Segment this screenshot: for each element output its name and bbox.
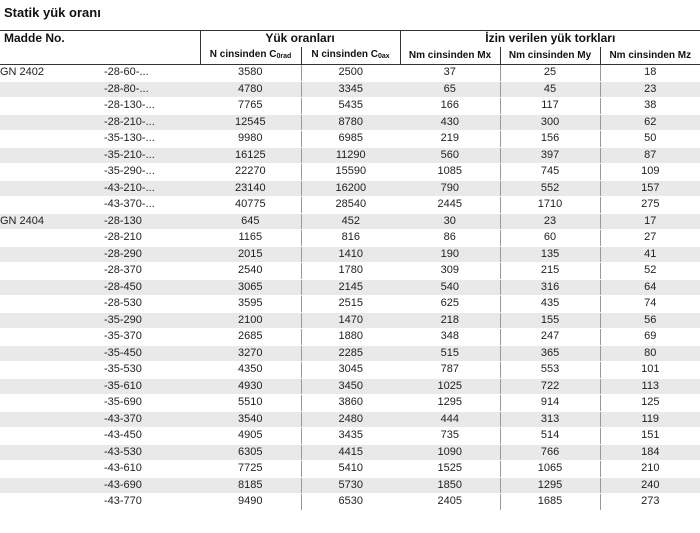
cell-my: 766 <box>500 444 600 461</box>
static-load-table <box>0 30 700 511</box>
cell-variant: -28-60-... <box>104 65 200 82</box>
cell-my: 1685 <box>500 494 600 511</box>
cell-my: 45 <box>500 81 600 98</box>
cell-mz: 101 <box>600 362 700 379</box>
cell-my: 745 <box>500 164 600 181</box>
cell-my: 300 <box>500 114 600 131</box>
cell-my: 1295 <box>500 477 600 494</box>
cell-mz: 119 <box>600 411 700 428</box>
cell-coax: 2145 <box>301 279 400 296</box>
table-row <box>0 114 700 131</box>
cell-mx: 1085 <box>400 164 500 181</box>
cell-coax: 6985 <box>301 131 400 148</box>
cell-corad: 4780 <box>200 81 301 98</box>
cell-my: 1710 <box>500 197 600 214</box>
cell-article <box>0 246 104 263</box>
cell-article <box>0 329 104 346</box>
cell-mx: 65 <box>400 81 500 98</box>
cell-article <box>0 362 104 379</box>
table-row <box>0 378 700 395</box>
cell-article <box>0 477 104 494</box>
cell-mx: 166 <box>400 98 500 115</box>
table-row <box>0 197 700 214</box>
table-row <box>0 131 700 148</box>
table-row <box>0 279 700 296</box>
cell-variant: -43-370 <box>104 411 200 428</box>
table-row <box>0 230 700 247</box>
cell-my: 135 <box>500 246 600 263</box>
header-group-load: Yük oranları <box>200 31 400 47</box>
cell-coax: 3345 <box>301 81 400 98</box>
cell-corad: 2685 <box>200 329 301 346</box>
cell-variant: -35-530 <box>104 362 200 379</box>
cell-article <box>0 428 104 445</box>
cell-article <box>0 395 104 412</box>
cell-mz: 62 <box>600 114 700 131</box>
cell-variant: -43-370-... <box>104 197 200 214</box>
cell-variant: -28-130-... <box>104 98 200 115</box>
cell-variant: -35-130-... <box>104 131 200 148</box>
cell-my: 247 <box>500 329 600 346</box>
header-coax-prefix: N cinsinden C <box>311 48 379 60</box>
header-madde: Madde No. <box>0 31 200 65</box>
header-corad <box>200 47 301 65</box>
cell-coax: 2515 <box>301 296 400 313</box>
cell-variant: -43-690 <box>104 477 200 494</box>
cell-mx: 1090 <box>400 444 500 461</box>
cell-mz: 157 <box>600 180 700 197</box>
cell-mz: 41 <box>600 246 700 263</box>
table-row <box>0 65 700 82</box>
cell-article <box>0 279 104 296</box>
cell-article <box>0 461 104 478</box>
cell-my: 514 <box>500 428 600 445</box>
table-row <box>0 329 700 346</box>
cell-mx: 1295 <box>400 395 500 412</box>
cell-corad: 8185 <box>200 477 301 494</box>
cell-corad: 2100 <box>200 312 301 329</box>
cell-variant: -28-370 <box>104 263 200 280</box>
header-corad-sub: 0rad <box>276 52 292 60</box>
cell-variant: -43-210-... <box>104 180 200 197</box>
cell-coax: 3450 <box>301 378 400 395</box>
cell-corad: 645 <box>200 213 301 230</box>
cell-article <box>0 230 104 247</box>
cell-mx: 37 <box>400 65 500 82</box>
cell-coax: 2285 <box>301 345 400 362</box>
cell-mx: 2405 <box>400 494 500 511</box>
cell-variant: -35-290 <box>104 312 200 329</box>
cell-corad: 40775 <box>200 197 301 214</box>
header-coax <box>301 47 400 65</box>
cell-variant: -35-690 <box>104 395 200 412</box>
cell-variant: -43-770 <box>104 494 200 511</box>
cell-coax: 28540 <box>301 197 400 214</box>
cell-mz: 64 <box>600 279 700 296</box>
cell-my: 23 <box>500 213 600 230</box>
cell-corad: 4930 <box>200 378 301 395</box>
cell-coax: 8780 <box>301 114 400 131</box>
cell-article <box>0 197 104 214</box>
cell-mz: 27 <box>600 230 700 247</box>
cell-corad: 3065 <box>200 279 301 296</box>
cell-mx: 190 <box>400 246 500 263</box>
cell-corad: 4905 <box>200 428 301 445</box>
cell-corad: 12545 <box>200 114 301 131</box>
cell-corad: 3580 <box>200 65 301 82</box>
cell-mz: 151 <box>600 428 700 445</box>
cell-mx: 735 <box>400 428 500 445</box>
cell-my: 435 <box>500 296 600 313</box>
cell-my: 553 <box>500 362 600 379</box>
table-body <box>0 65 700 511</box>
cell-mz: 210 <box>600 461 700 478</box>
header-my: Nm cinsinden My <box>500 47 600 65</box>
cell-mz: 18 <box>600 65 700 82</box>
cell-corad: 1165 <box>200 230 301 247</box>
cell-mx: 219 <box>400 131 500 148</box>
cell-article <box>0 296 104 313</box>
cell-coax: 452 <box>301 213 400 230</box>
cell-variant: -35-290-... <box>104 164 200 181</box>
cell-coax: 1780 <box>301 263 400 280</box>
cell-mz: 109 <box>600 164 700 181</box>
header-group-torque: İzin verilen yük torkları <box>400 31 700 47</box>
header-mz: Nm cinsinden Mz <box>600 47 700 65</box>
cell-article <box>0 98 104 115</box>
cell-my: 552 <box>500 180 600 197</box>
cell-variant: -35-210-... <box>104 147 200 164</box>
cell-mx: 1025 <box>400 378 500 395</box>
cell-article <box>0 444 104 461</box>
cell-variant: -28-450 <box>104 279 200 296</box>
cell-variant: -28-210 <box>104 230 200 247</box>
table-row <box>0 444 700 461</box>
cell-mx: 348 <box>400 329 500 346</box>
cell-corad: 7765 <box>200 98 301 115</box>
cell-mz: 184 <box>600 444 700 461</box>
table-row <box>0 395 700 412</box>
cell-corad: 3540 <box>200 411 301 428</box>
page-title: Statik yük oranı <box>4 5 101 20</box>
cell-article: GN 2402 <box>0 65 104 82</box>
cell-mx: 430 <box>400 114 500 131</box>
cell-corad: 9980 <box>200 131 301 148</box>
table-row <box>0 428 700 445</box>
cell-corad: 7725 <box>200 461 301 478</box>
cell-mz: 240 <box>600 477 700 494</box>
cell-article <box>0 494 104 511</box>
cell-mx: 515 <box>400 345 500 362</box>
cell-mz: 50 <box>600 131 700 148</box>
cell-coax: 4415 <box>301 444 400 461</box>
cell-article <box>0 345 104 362</box>
cell-my: 155 <box>500 312 600 329</box>
cell-mz: 69 <box>600 329 700 346</box>
table-row <box>0 477 700 494</box>
cell-coax: 3860 <box>301 395 400 412</box>
cell-mz: 113 <box>600 378 700 395</box>
cell-corad: 3595 <box>200 296 301 313</box>
cell-my: 722 <box>500 378 600 395</box>
cell-variant: -35-610 <box>104 378 200 395</box>
cell-corad: 2540 <box>200 263 301 280</box>
cell-mx: 560 <box>400 147 500 164</box>
table-row <box>0 246 700 263</box>
cell-article <box>0 411 104 428</box>
table-row <box>0 461 700 478</box>
table-row <box>0 213 700 230</box>
cell-variant: -28-210-... <box>104 114 200 131</box>
cell-article: GN 2404 <box>0 213 104 230</box>
cell-mx: 625 <box>400 296 500 313</box>
cell-my: 397 <box>500 147 600 164</box>
cell-mx: 1850 <box>400 477 500 494</box>
cell-coax: 2480 <box>301 411 400 428</box>
cell-coax: 2500 <box>301 65 400 82</box>
cell-article <box>0 263 104 280</box>
header-mx: Nm cinsinden Mx <box>400 47 500 65</box>
table-row <box>0 98 700 115</box>
cell-coax: 16200 <box>301 180 400 197</box>
cell-coax: 816 <box>301 230 400 247</box>
cell-variant: -28-530 <box>104 296 200 313</box>
cell-article <box>0 312 104 329</box>
table-row <box>0 494 700 511</box>
cell-mz: 125 <box>600 395 700 412</box>
cell-mx: 540 <box>400 279 500 296</box>
cell-mz: 275 <box>600 197 700 214</box>
cell-coax: 1410 <box>301 246 400 263</box>
table-row <box>0 362 700 379</box>
cell-coax: 6530 <box>301 494 400 511</box>
table-row <box>0 411 700 428</box>
cell-coax: 5410 <box>301 461 400 478</box>
cell-my: 215 <box>500 263 600 280</box>
cell-coax: 15590 <box>301 164 400 181</box>
cell-mz: 17 <box>600 213 700 230</box>
cell-mz: 80 <box>600 345 700 362</box>
cell-article <box>0 147 104 164</box>
cell-coax: 1470 <box>301 312 400 329</box>
cell-mx: 86 <box>400 230 500 247</box>
cell-corad: 3270 <box>200 345 301 362</box>
table-row <box>0 81 700 98</box>
cell-article <box>0 131 104 148</box>
table-row <box>0 296 700 313</box>
cell-coax: 5435 <box>301 98 400 115</box>
cell-article <box>0 114 104 131</box>
cell-article <box>0 378 104 395</box>
cell-mx: 2445 <box>400 197 500 214</box>
cell-corad: 9490 <box>200 494 301 511</box>
cell-corad: 2015 <box>200 246 301 263</box>
cell-my: 914 <box>500 395 600 412</box>
cell-variant: -43-530 <box>104 444 200 461</box>
cell-my: 117 <box>500 98 600 115</box>
cell-variant: -35-450 <box>104 345 200 362</box>
cell-variant: -28-130 <box>104 213 200 230</box>
cell-variant: -43-450 <box>104 428 200 445</box>
header-corad-prefix: N cinsinden C <box>209 48 277 60</box>
cell-mz: 23 <box>600 81 700 98</box>
cell-my: 365 <box>500 345 600 362</box>
cell-mx: 218 <box>400 312 500 329</box>
cell-corad: 6305 <box>200 444 301 461</box>
cell-mx: 30 <box>400 213 500 230</box>
cell-mz: 52 <box>600 263 700 280</box>
cell-my: 313 <box>500 411 600 428</box>
cell-mz: 38 <box>600 98 700 115</box>
cell-my: 316 <box>500 279 600 296</box>
cell-mx: 444 <box>400 411 500 428</box>
cell-corad: 5510 <box>200 395 301 412</box>
cell-variant: -35-370 <box>104 329 200 346</box>
table-row <box>0 147 700 164</box>
cell-corad: 4350 <box>200 362 301 379</box>
cell-corad: 22270 <box>200 164 301 181</box>
cell-variant: -28-80-... <box>104 81 200 98</box>
cell-article <box>0 81 104 98</box>
cell-coax: 3435 <box>301 428 400 445</box>
header-coax-sub: 0ax <box>378 52 390 60</box>
cell-mx: 309 <box>400 263 500 280</box>
cell-article <box>0 180 104 197</box>
cell-my: 25 <box>500 65 600 82</box>
cell-my: 1065 <box>500 461 600 478</box>
cell-mx: 1525 <box>400 461 500 478</box>
cell-mz: 74 <box>600 296 700 313</box>
cell-mz: 56 <box>600 312 700 329</box>
cell-article <box>0 164 104 181</box>
cell-mz: 87 <box>600 147 700 164</box>
cell-corad: 16125 <box>200 147 301 164</box>
table-row <box>0 164 700 181</box>
cell-my: 60 <box>500 230 600 247</box>
cell-mx: 787 <box>400 362 500 379</box>
cell-coax: 5730 <box>301 477 400 494</box>
table-row <box>0 263 700 280</box>
cell-mz: 273 <box>600 494 700 511</box>
table-row <box>0 345 700 362</box>
cell-coax: 11290 <box>301 147 400 164</box>
cell-variant: -43-610 <box>104 461 200 478</box>
cell-coax: 1880 <box>301 329 400 346</box>
table-row <box>0 180 700 197</box>
cell-corad: 23140 <box>200 180 301 197</box>
cell-my: 156 <box>500 131 600 148</box>
cell-coax: 3045 <box>301 362 400 379</box>
cell-mx: 790 <box>400 180 500 197</box>
cell-variant: -28-290 <box>104 246 200 263</box>
table-row <box>0 312 700 329</box>
